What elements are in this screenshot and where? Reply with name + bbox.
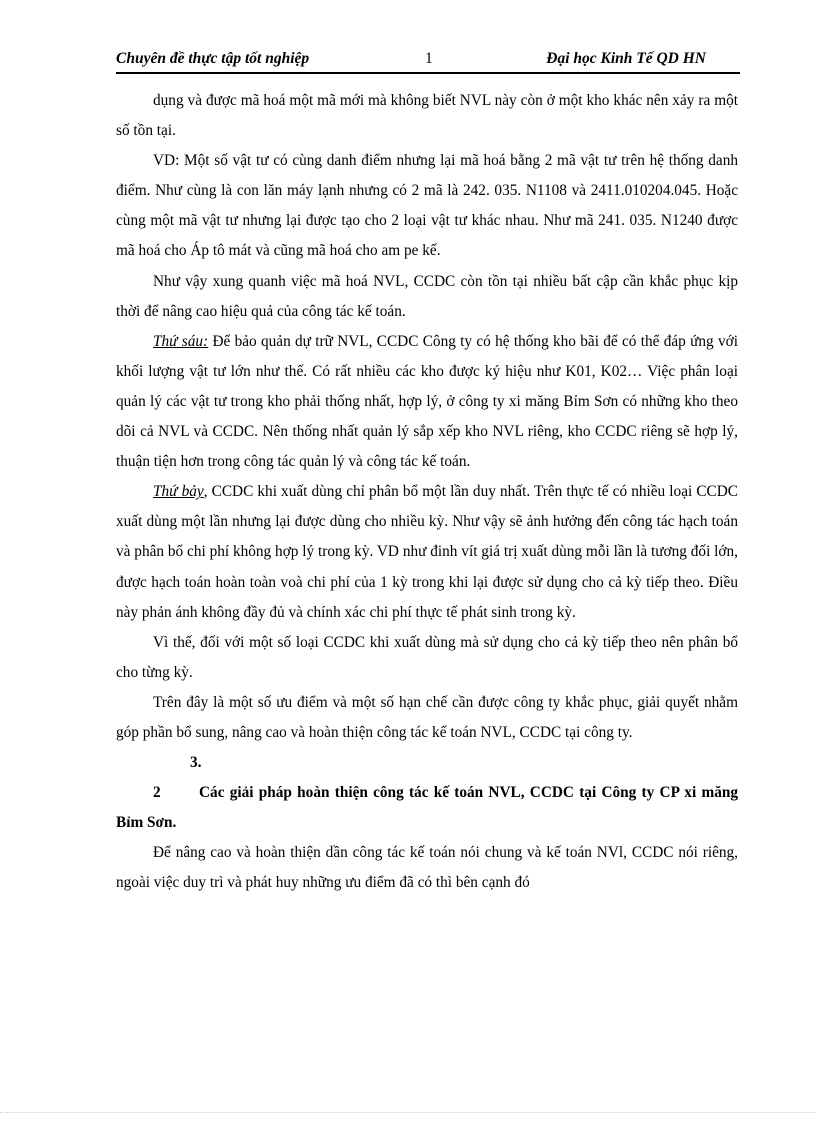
paragraph-3: Như vậy xung quanh việc mã hoá NVL, CCDC còn tồn tại nhiều bất cập cần khắc phục kịp thời để nâng cao hiệu quả của công tác kế toán. [116,272,738,320]
paragraph-5 [116,477,738,627]
page-header [116,46,740,74]
section-title: Các giải pháp hoàn thiện công tác kế toán NVL, CCDC tại Công ty CP xi măng Bỉm Sơn. [116,784,738,832]
paragraph-5-text: , CCDC khi xuất dùng chỉ phân bổ một lần duy nhất. Trên thực tế có nhiều loại CCDC xuất dùng một lần nhưng lại được dùng cho nhiều kỳ. Như vậy sẽ ảnh hưởng đến công tác hạch toán và phân bổ chi phí không hợp lý trong kỳ. VD như đinh vít giá trị xuất dùng mỗi lần là tương đối lớn, được hạch toán hoàn toàn voà chi phí của 1 kỳ trong khi lại được sử dụng cho cả kỳ tiếp theo. Điều này phản ánh không đầy đủ và chính xác chi phí thực tế phát sinh trong kỳ. [116,483,738,621]
paragraph-6: Vì thế, đối với một số loại CCDC khi xuất dùng mà sử dụng cho cả kỳ tiếp theo nên phân bổ cho từng kỳ. [116,633,738,681]
paragraph-4-text: Để bảo quản dự trữ NVL, CCDC Công ty có hệ thống kho bãi để có thể đáp ứng với khối lượng vật tư lớn như thế. Có rất nhiều các kho được ký hiệu như K01, K02… Việc phân loại quản lý các vật tư trong kho phải thống nhất, hợp lý, ở công ty xi măng Bỉm Sơn có những kho theo dõi cả NVL và CCDC. Nên thống nhất quản lý sắp xếp kho NVL riêng, kho CCDC riêng sẽ hợp lý, thuận tiện hơn trong công tác quản lý và công tác kế toán. [116,332,738,471]
document-body [116,86,738,899]
header-document-title: Chuyên đề thực tập tốt nghiệp [116,50,310,67]
point-six-label: Thứ sáu: [153,332,209,350]
paragraph-8: Để nâng cao và hoàn thiện dần công tác kế toán nói chung và kế toán NVl, CCDC nói riêng, ngoài việc duy trì và phát huy những ưu điểm đã có thì bên cạnh đó [116,844,738,892]
paragraph-1: dụng và được mã hoá một mã mới mà không biết NVL này còn ở một kho khác nên xảy ra một số tồn tại. [116,92,738,140]
section-heading [116,748,738,838]
page-bottom-border [0,1112,816,1113]
paragraph-4 [116,327,738,477]
paragraph-2: VD: Một số vật tư có cùng danh điểm nhưng lại mã hoá bằng 2 mã vật tư trên hệ thống danh điểm. Như cùng là con lăn máy lạnh nhưng có 2 mã là 242. 035. N1108 và 2411.010204.045. Hoặc cùng một mã vật tư nhưng lại được tạo cho 2 loại vật tư khác nhau. Như mã 241. 035. N1240 được mã hoá cho Áp tô mát và cũng mã hoá cho am pe kế. [116,152,738,260]
header-page-number: 1 [425,50,433,67]
section-number: 3. 2 [153,754,202,802]
point-seven-label: Thứ bảy [153,483,204,501]
paragraph-7: Trên đây là một số ưu điểm và một số hạn chế cần được công ty khắc phục, giải quyết nhằm góp phần bổ sung, nâng cao và hoàn thiện công tác kế toán NVL, CCDC tại công ty. [116,693,738,741]
header-institution: Đại học Kinh Tế QD HN [546,50,706,67]
